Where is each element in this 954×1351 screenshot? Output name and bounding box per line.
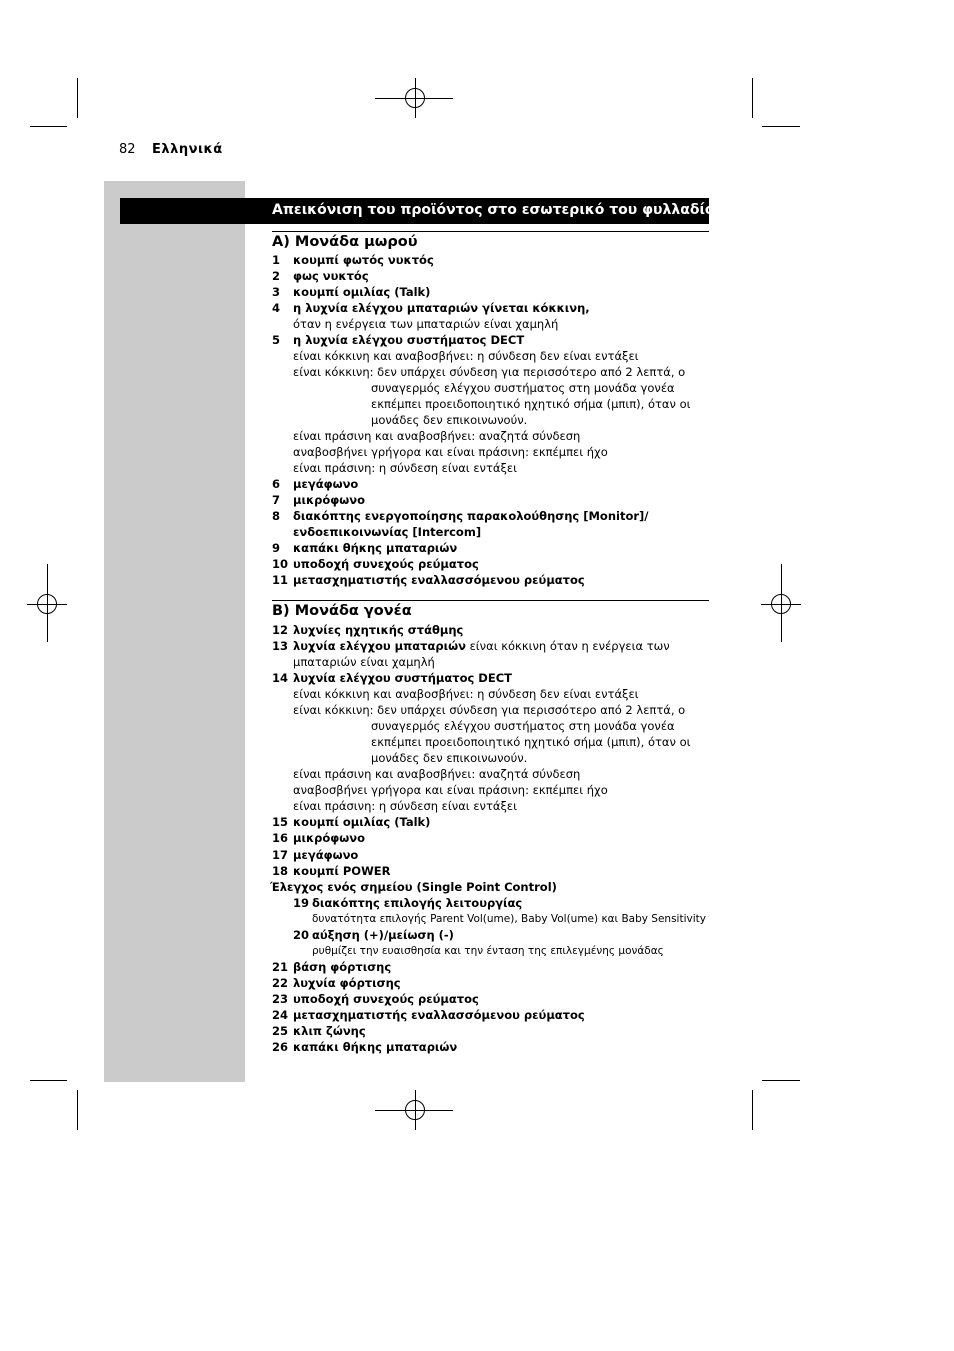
item-label: κουμπί ομιλίας (Talk) [293,815,431,829]
item-label: διακόπτης επιλογής λειτουργίας [312,896,523,910]
item-number: 20 [293,928,310,942]
item-number: 7 [272,493,281,507]
crop-mark [30,1080,67,1081]
item-label: διακόπτης ενεργοποίησης παρακολούθησης [Monitor]/ [293,509,649,523]
item-label: λυχνία ελέγχου μπαταριών [293,639,466,653]
item-description: ρυθμίζει την ευαισθησία και την ένταση της επιλεγμένης μονάδας [312,945,664,957]
item-description: συναγερμός ελέγχου συστήματος στη μονάδα γονέα [371,381,675,395]
item-number: 2 [272,269,281,283]
item-description: μονάδες δεν επικοινωνούν. [371,751,528,765]
item-label: μεγάφωνο [293,848,359,862]
item-number: 22 [272,976,289,990]
section-rule [272,231,709,232]
item-description: είναι κόκκινη όταν η ενέργεια των [465,639,670,653]
item-number: 13 [272,639,289,653]
spc-heading: Έλεγχος ενός σημείου (Single Point Control) [270,880,557,894]
item-number: 25 [272,1024,289,1038]
registration-mark-icon [405,1100,425,1120]
item-number: 17 [272,848,289,862]
item-number: 1 [272,253,281,267]
item-number: 14 [272,671,289,685]
item-description: μονάδες δεν επικοινωνούν. [371,413,528,427]
item-number: 19 [293,896,310,910]
item-label: υποδοχή συνεχούς ρεύματος [293,992,479,1006]
item-number: 24 [272,1008,289,1022]
item-number: 9 [272,541,281,555]
item-number: 3 [272,285,281,299]
item-label: λυχνία ελέγχου συστήματος DECT [293,671,512,685]
item-number: 11 [272,573,289,587]
item-number: 4 [272,301,281,315]
item-number: 10 [272,557,289,571]
item-number: 15 [272,815,289,829]
item-description: είναι κόκκινη και αναβοσβήνει: η σύνδεση δεν είναι εντάξει [293,349,639,363]
item-label: λυχνία φόρτισης [293,976,401,990]
item-label: βάση φόρτισης [293,960,392,974]
item-label: υποδοχή συνεχούς ρεύματος [293,557,479,571]
crop-mark [752,78,753,118]
item-label: η λυχνία ελέγχου μπαταριών γίνεται κόκκινη, [293,301,590,315]
item-description: συναγερμός ελέγχου συστήματος στη μονάδα γονέα [371,719,675,733]
item-label: κουμπί ομιλίας (Talk) [293,285,431,299]
crop-mark [762,126,800,127]
crop-mark [77,78,78,118]
item-label: μικρόφωνο [293,831,365,845]
section-banner [120,198,724,224]
item-label: φως νυκτός [293,269,369,283]
item-description: είναι κόκκινη και αναβοσβήνει: η σύνδεση δεν είναι εντάξει [293,687,639,701]
crop-mark [77,1090,78,1130]
item-description: είναι πράσινη και αναβοσβήνει: αναζητά σύνδεση [293,429,581,443]
item-number: 16 [272,831,289,845]
item-number: 8 [272,509,281,523]
item-label: μετασχηματιστής εναλλασσόμενου ρεύματος [293,1008,585,1022]
section-a-title: A) Μονάδα μωρού [272,234,418,250]
item-description: αναβοσβήνει γρήγορα και είναι πράσινη: εκπέμπει ήχο [293,783,608,797]
item-description: αναβοσβήνει γρήγορα και είναι πράσινη: εκπέμπει ήχο [293,445,608,459]
item-description: είναι πράσινη: η σύνδεση είναι εντάξει [293,461,518,475]
item-label: ενδοεπικοινωνίας [Intercom] [293,525,482,539]
item-label: μεγάφωνο [293,477,359,491]
item-description: όταν η ενέργεια των μπαταριών είναι χαμηλή [293,317,559,331]
item-number: 26 [272,1040,289,1054]
crop-mark [30,126,67,127]
item-label: κουμπί φωτός νυκτός [293,253,434,267]
sidebar-panel [104,181,245,1082]
item-number: 23 [272,992,289,1006]
item-label: κλιπ ζώνης [293,1024,366,1038]
crop-mark [752,1090,753,1130]
item-label: λυχνίες ηχητικής στάθμης [293,623,464,637]
item-number: 5 [272,333,281,347]
item-label: μετασχηματιστής εναλλασσόμενου ρεύματος [293,573,585,587]
item-description: μπαταριών είναι χαμηλή [293,655,435,669]
item-label: κουμπί POWER [293,864,391,878]
item-description: είναι πράσινη και αναβοσβήνει: αναζητά σύνδεση [293,767,581,781]
item-number: 12 [272,623,289,637]
item-label: αύξηση (+)/μείωση (-) [312,928,454,942]
item-description: εκπέμπει προειδοποιητικό ηχητικό σήμα (μπιπ), όταν οι [371,735,691,749]
section-b-title: B) Μονάδα γονέα [272,603,412,619]
section-rule [272,600,709,601]
item-number: 21 [272,960,289,974]
registration-mark-icon [771,594,791,614]
item-label: η λυχνία ελέγχου συστήματος DECT [293,333,525,347]
item-number: 6 [272,477,281,491]
registration-mark-icon [37,594,57,614]
item-label-row [293,638,670,654]
page-number: 82 [119,142,136,157]
crop-mark [762,1080,800,1081]
item-description: δυνατότητα επιλογής Parent Vol(ume), Baby Vol(ume) και Baby Sensitivity [312,913,706,925]
language-label: Ελληνικά [152,142,223,157]
item-label: καπάκι θήκης μπαταριών [293,541,458,555]
item-description: είναι κόκκινη: δεν υπάρχει σύνδεση για περισσότερο από 2 λεπτά, ο [293,365,686,379]
item-label: καπάκι θήκης μπαταριών [293,1040,458,1054]
item-label: μικρόφωνο [293,493,365,507]
registration-mark-icon [405,88,425,108]
item-number: 18 [272,864,289,878]
item-description: είναι κόκκινη: δεν υπάρχει σύνδεση για περισσότερο από 2 λεπτά, ο [293,703,686,717]
banner-title: Απεικόνιση του προϊόντος στο εσωτερικό του φυλλαδίου [272,202,724,218]
item-description: εκπέμπει προειδοποιητικό ηχητικό σήμα (μπιπ), όταν οι [371,397,691,411]
item-description: είναι πράσινη: η σύνδεση είναι εντάξει [293,799,518,813]
